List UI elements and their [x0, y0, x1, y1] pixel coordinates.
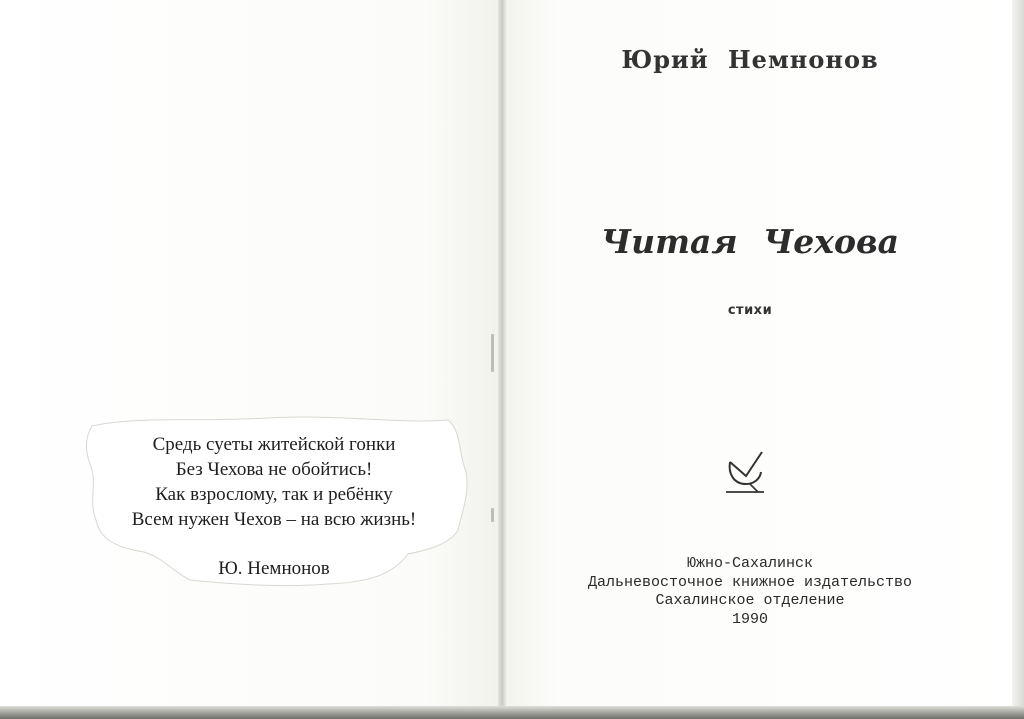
poem-line: Средь суеты житейской гонки [152, 434, 396, 455]
poem-line: Всем нужен Чехов – на всю жизнь! [131, 509, 417, 530]
scan-bottom-edge [0, 706, 1024, 719]
poem [78, 432, 470, 532]
imprint-block [560, 555, 940, 629]
poem-line: Без Чехова не обойтись! [175, 459, 373, 480]
poem-line: Как взрослому, так и ребёнку [155, 484, 393, 505]
left-page [0, 0, 500, 719]
pasted-poem-clipping [78, 412, 470, 592]
imprint-publisher: Дальневосточное книжное издательство [587, 573, 913, 591]
publisher-emblem-icon [724, 448, 766, 494]
imprint-year: 1990 [731, 610, 768, 628]
page-edge [1012, 0, 1024, 719]
book-genre: стихи [727, 303, 773, 318]
book-title: Читая Чехова [600, 222, 900, 261]
author-name: Юрий Немнонов [621, 45, 879, 74]
imprint-branch: Сахалинское отделение [655, 592, 845, 609]
imprint-city: Южно-Сахалинск [686, 555, 814, 572]
poem-signature: Ю. Немнонов [218, 558, 330, 579]
staple-mark [491, 334, 494, 372]
staple-mark [491, 508, 494, 522]
